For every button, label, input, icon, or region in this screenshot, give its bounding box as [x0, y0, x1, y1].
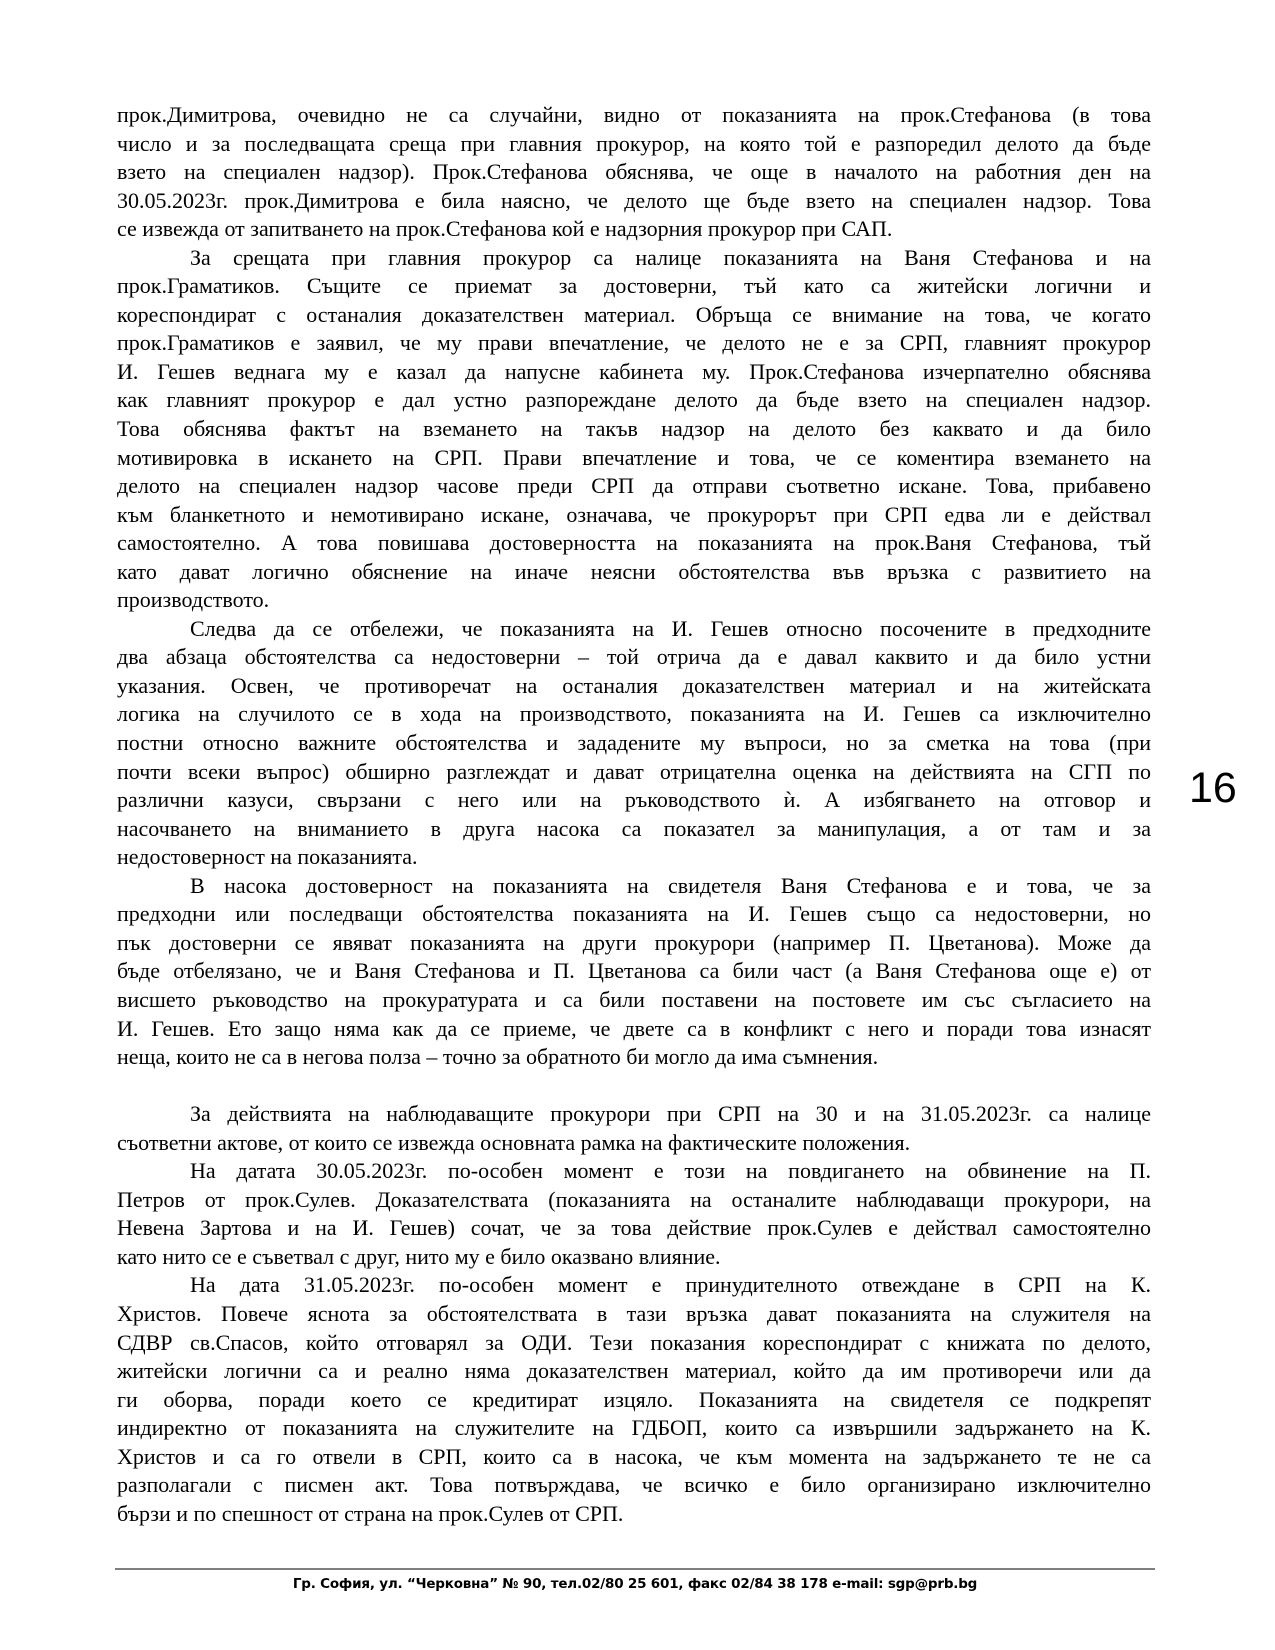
text-line: почти всеки въпрос) обширно разглеждат и дават отрицателна оценка на действията на СГП по — [117, 758, 1151, 784]
text-line: прок.Граматиков е заявил, че му прави впечатление, че делото не е за СРП, главният прокурор — [117, 330, 1151, 356]
text-line: прок.Граматиков. Същите се приемат за достоверни, тъй като са житейски логични и — [117, 273, 1151, 299]
paragraph — [117, 244, 1151, 615]
text-line: число и за последващата среща при главния прокурор, на която той е разпоредил делото да бъде — [117, 130, 1151, 156]
text-line: производството. — [117, 587, 270, 613]
text-line: СДВР св.Спасов, който отговарял за ОДИ. Тези показания кореспондират с книжата по делото, — [117, 1329, 1151, 1355]
text-line: кореспондират с останалия доказателствен материал. Обръща се внимание на това, че когато — [117, 301, 1151, 327]
text-line: висшето ръководство на прокуратурата и са били поставени на постовете им със съгласието на — [117, 986, 1151, 1012]
text-line: бързи и по спешност от страна на прок.Сулев от СРП. — [117, 1500, 624, 1526]
paragraph — [117, 872, 1151, 1072]
text-line: съответни актове, от които се извежда основната рамка на фактическите положения. — [117, 1129, 911, 1155]
text-line: различни казуси, свързани с него или на ръководството ѝ. А избягването на отговор и — [117, 787, 1151, 813]
text-line: като дават логично обяснение на иначе неясни обстоятелства във връзка с развитието на — [117, 558, 1151, 584]
text-line: постни относно важните обстоятелства и зададените му въпроси, но за сметка на това (при — [117, 730, 1151, 756]
text-line: делото на специален надзор часове преди СРП да отправи съответно искане. Това, прибавено — [117, 473, 1151, 499]
paragraph — [117, 1271, 1151, 1528]
text-line: В насока достоверност на показанията на свидетеля Ваня Стефанова е и това, че за — [190, 872, 1151, 898]
text-line: взето на специален надзор). Прок.Стефанова обяснява, че още в началото на работния ден на — [117, 159, 1151, 185]
text-line: мотивировка в искането на СРП. Прави впечатление и това, че се коментира вземането на — [117, 444, 1151, 470]
text-line: Петров от прок.Сулев. Доказателствата (показанията на останалите наблюдаващи прокурори, на — [117, 1186, 1151, 1212]
text-line: как главният прокурор е дал устно разпореждане делото да бъде взето на специален надзор. — [117, 387, 1151, 413]
text-line: се извежда от запитването на прок.Стефанова кой е надзорния прокурор при САП. — [117, 216, 893, 242]
footer-divider — [115, 1568, 1155, 1570]
paragraph — [117, 1157, 1151, 1271]
text-line: самостоятелно. А това повишава достоверността на показанията на прок.Ваня Стефанова, тъй — [117, 530, 1151, 556]
text-line: прок.Димитрова, очевидно не са случайни, видно от показанията на прок.Стефанова (в това — [117, 102, 1151, 127]
text-line: За срещата при главния прокурор са налице показанията на Ваня Стефанова и на — [190, 244, 1151, 270]
text-line: указания. Освен, че противоречат на останалия доказателствен материал и на житейската — [117, 672, 1151, 698]
text-line: 30.05.2023г. прок.Димитрова е била наясно, че делото ще бъде взето на специален надзор. Това — [117, 187, 1151, 213]
text-line: разполагали с писмен акт. Това потвърждава, че всичко е било организирано изключително — [117, 1472, 1151, 1498]
blank-line — [117, 1072, 1151, 1101]
text-line: Следва да се отбележи, че показанията на И. Гешев относно посочените в предходните — [190, 615, 1151, 641]
text-line: индиректно от показанията на служителите на ГДБОП, които са извършили задържането на К. — [117, 1415, 1151, 1441]
text-line: предходни или последващи обстоятелства показанията на И. Гешев също са недостоверни, но — [117, 901, 1151, 927]
text-line: Това обяснява фактът на вземането на такъв надзор на делото без каквато и да било — [117, 416, 1151, 442]
text-line: На дата 31.05.2023г. по-особен момент е принудителното отвеждане в СРП на К. — [190, 1272, 1151, 1298]
text-line: към бланкетното и немотивирано искане, означава, че прокурорът при СРП едва ли е действал — [117, 501, 1151, 527]
text-line: два абзаца обстоятелства са недостоверни – той отрича да е давал каквито и да било устни — [117, 644, 1151, 670]
text-line: неща, които не са в негова полза – точно за обратното би могло да има съмнения. — [117, 1044, 879, 1070]
text-line: Христов и са го отвели в СРП, които са в насока, че към момента на задържането те не са — [117, 1443, 1151, 1469]
text-line: насочването на вниманието в друга насока са показател за манипулация, а от там и за — [117, 815, 1151, 841]
text-line: За действията на наблюдаващите прокурори при СРП на 30 и на 31.05.2023г. са налице — [190, 1101, 1151, 1127]
text-line: Невена Зартова и на И. Гешев) сочат, че за това действие прок.Сулев е действал самостоятелно — [117, 1215, 1151, 1241]
text-line: ги оборва, поради което се кредитират изцяло. Показанията на свидетеля се подкрепят — [117, 1386, 1151, 1412]
text-line: Христов. Повече яснота за обстоятелствата в тази връзка дават показанията на служителя на — [117, 1300, 1151, 1326]
footer-address: Гр. София, ул. “Черковна” № 90, тел.02/80 25 601, факс 02/84 38 178 e-mail: sgp@prb.bg — [292, 1576, 978, 1592]
text-line: като нито се е съветвал с друг, нито му е било оказвано влияние. — [117, 1243, 721, 1269]
text-line: пък достоверни се явяват показанията на други прокурори (например П. Цветанова). Може да — [117, 929, 1151, 955]
text-line: житейски логични са и реално няма доказателствен материал, който да им противоречи или да — [117, 1358, 1151, 1384]
text-line: На датата 30.05.2023г. по-особен момент е този на повдигането на обвинение на П. — [190, 1158, 1151, 1184]
page-number: 16 — [1189, 764, 1237, 812]
text-line: И. Гешев. Ето защо няма как да се приеме, че двете са в конфликт с него и поради това изнасят — [117, 1015, 1151, 1041]
paragraph — [117, 101, 1151, 244]
text-line: недостоверност на показанията. — [117, 844, 418, 870]
text-line: логика на случилото се в хода на производството, показанията на И. Гешев са изключително — [117, 701, 1151, 727]
body-text — [117, 101, 1151, 1528]
text-line: И. Гешев веднага му е казал да напусне кабинета му. Прок.Стефанова изчерпателно обяснява — [117, 358, 1151, 384]
text-line: бъде отбелязано, че и Ваня Стефанова и П. Цветанова са били част (а Ваня Стефанова още е) от — [117, 958, 1151, 984]
paragraph — [117, 615, 1151, 872]
paragraph — [117, 1100, 1151, 1157]
